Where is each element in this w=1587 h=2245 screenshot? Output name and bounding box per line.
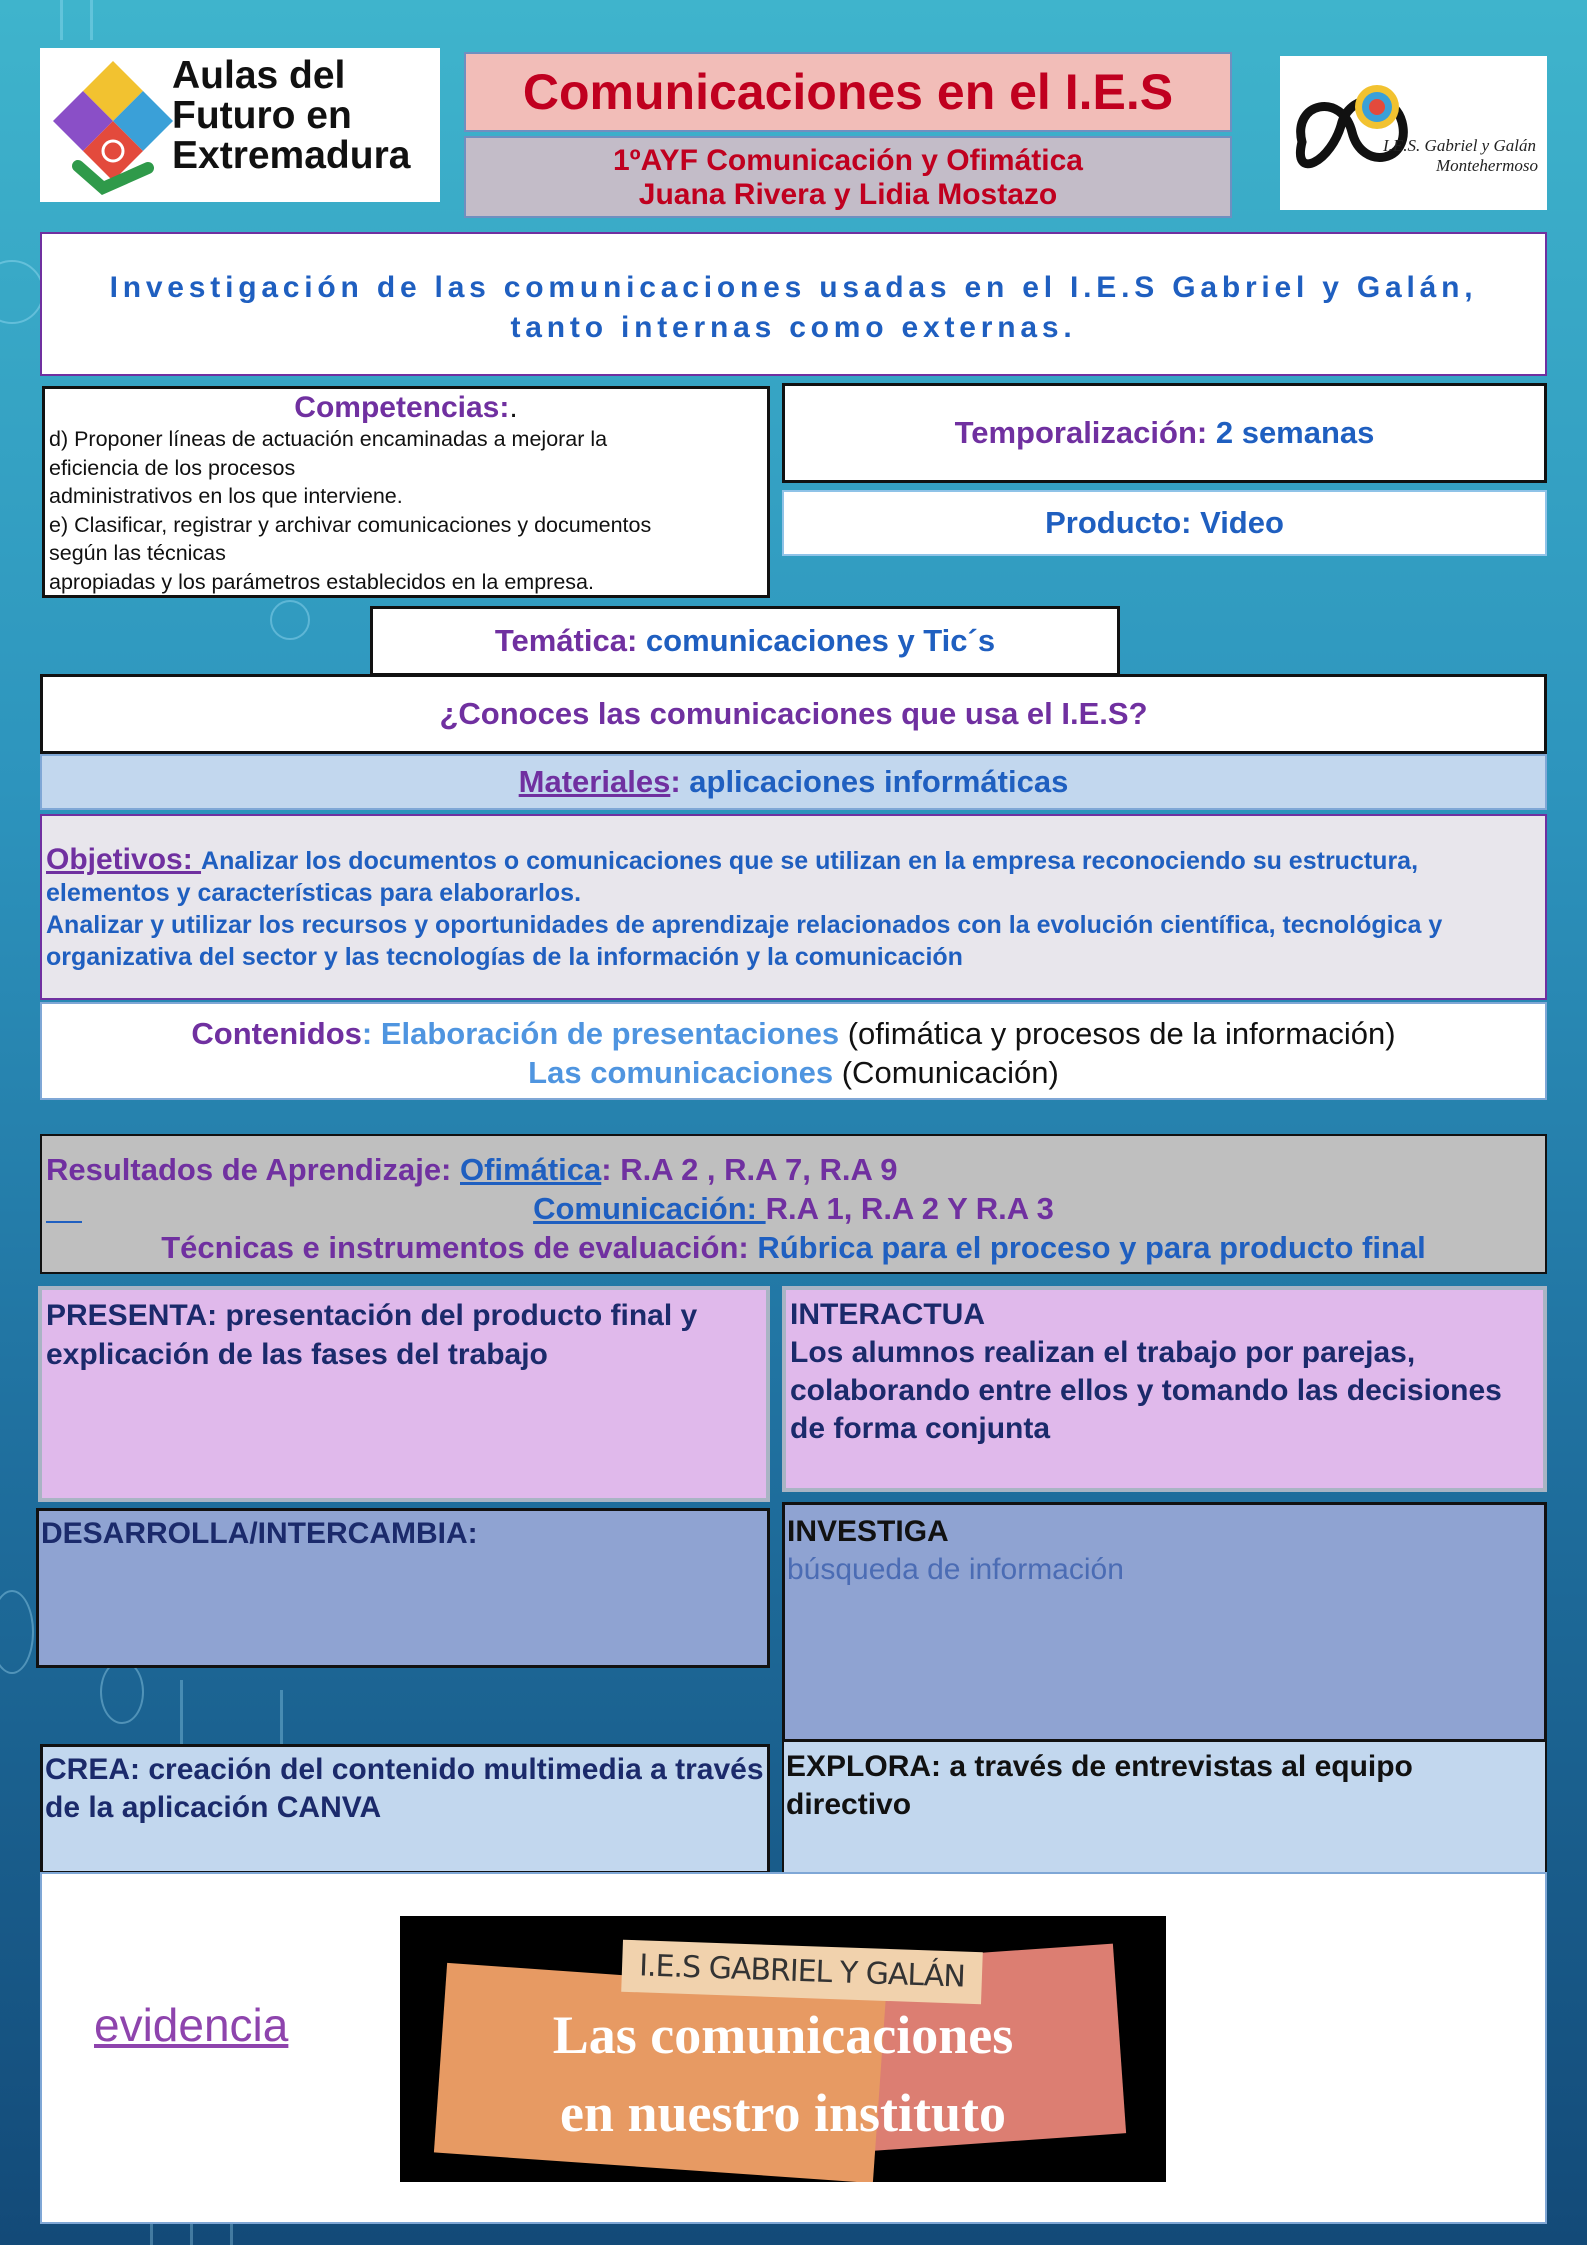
producto-label: Producto: bbox=[1045, 505, 1192, 540]
temporalizacion-box bbox=[782, 383, 1547, 483]
bg-circle bbox=[270, 600, 310, 640]
course-title: 1ºAYF Comunicación y Ofimática bbox=[613, 144, 1083, 177]
authors: Juana Rivera y Lidia Mostazo bbox=[638, 178, 1058, 211]
crea-text: creación del contenido multimedia a través de la aplicación CANVA bbox=[45, 1753, 764, 1824]
comunicacion-value: R.A 1, R.A 2 Y R.A 3 bbox=[765, 1191, 1054, 1226]
contenidos-item1-note: (ofimática y procesos de la información) bbox=[839, 1016, 1396, 1051]
competencias-title-suffix: . bbox=[509, 391, 518, 424]
investiga-label: INVESTIGA bbox=[787, 1515, 949, 1548]
interactua-label: INTERACTUA bbox=[790, 1298, 985, 1331]
competencia-line: d) Proponer líneas de actuación encaminadas a mejorar la bbox=[49, 427, 608, 451]
question-text: ¿Conoces las comunicaciones que usa el I.E.S? bbox=[439, 696, 1148, 731]
tematica-label: Temática: bbox=[494, 623, 638, 658]
competencia-line: e) Clasificar, registrar y archivar comunicaciones y documentos bbox=[49, 512, 652, 537]
objetivos-text1: Analizar los documentos o comunicaciones que se utilizan en la empresa reconociendo su estructura, elementos y características para elaborarlos. bbox=[46, 847, 1419, 907]
tematica-value: comunicaciones y Tic´s bbox=[645, 623, 996, 658]
ies-name: I.E.S. Gabriel y Galán bbox=[1383, 136, 1536, 155]
explora-label: EXPLORA: bbox=[786, 1750, 942, 1783]
bg-line bbox=[60, 0, 63, 40]
producto-value: Video bbox=[1200, 505, 1284, 540]
temporalizacion-label: Temporalización: bbox=[954, 415, 1208, 450]
tecnicas-value: Rúbrica para el proceso y para producto final bbox=[757, 1230, 1426, 1265]
question-box bbox=[40, 674, 1547, 754]
bg-circle bbox=[0, 260, 44, 324]
resultados-underline-mark bbox=[46, 1221, 82, 1223]
competencia-line: eficiencia de los procesos bbox=[49, 455, 296, 480]
comunicacion-label: Comunicación: bbox=[533, 1191, 766, 1226]
investiga-box bbox=[782, 1502, 1547, 1742]
ies-swirl-icon bbox=[1282, 62, 1422, 202]
desarrolla-box bbox=[36, 1508, 770, 1668]
resultados-line2 bbox=[42, 1189, 1545, 1228]
contenidos-line2 bbox=[42, 1053, 1545, 1092]
contenidos-item2-note: (Comunicación) bbox=[833, 1055, 1059, 1090]
resultados-line1 bbox=[42, 1150, 1545, 1189]
competencias-box bbox=[42, 386, 770, 598]
competencia-line: administrativos en los que interviene. bbox=[49, 484, 403, 508]
investiga-text: búsqueda de información bbox=[787, 1553, 1124, 1586]
presenta-label: PRESENTA: bbox=[46, 1299, 218, 1332]
ofimatica-value: : R.A 2 , R.A 7, R.A 9 bbox=[601, 1152, 898, 1187]
competencia-line: según las técnicas bbox=[49, 541, 226, 565]
ies-town: Montehermoso bbox=[1436, 156, 1538, 175]
thumb-line1: Las comunicaciones bbox=[552, 2005, 1014, 2065]
objetivos-box bbox=[40, 814, 1547, 1000]
interactua-box bbox=[782, 1286, 1547, 1492]
aulas-futuro-emblem-icon bbox=[48, 56, 178, 196]
interactua-text: Los alumnos realizan el trabajo por parejas, colaborando entre ellos y tomando las decisiones de forma conjunta bbox=[790, 1336, 1502, 1445]
resultados-line3 bbox=[42, 1228, 1545, 1267]
bg-line bbox=[180, 1680, 183, 1750]
objetivos-label: Objetivos: bbox=[46, 843, 202, 876]
competencia-line: apropiadas y los parámetros establecidos en la empresa. bbox=[49, 569, 594, 594]
materiales-sep: : bbox=[670, 764, 681, 799]
contenidos-item1: Elaboración de presentaciones bbox=[380, 1016, 840, 1051]
producto-box bbox=[782, 490, 1547, 556]
bg-circle bbox=[0, 1590, 34, 1674]
materiales-value: aplicaciones informáticas bbox=[689, 764, 1069, 799]
evidencia-link[interactable]: evidencia bbox=[94, 1999, 289, 2051]
materiales-box bbox=[40, 754, 1547, 810]
desarrolla-label: DESARROLLA/INTERCAMBIA: bbox=[41, 1517, 478, 1550]
contenidos-line1 bbox=[42, 1014, 1545, 1053]
bg-line bbox=[280, 1690, 283, 1750]
contenidos-label: Contenidos bbox=[191, 1016, 362, 1051]
logo-ies bbox=[1280, 56, 1547, 210]
materiales-label: Materiales bbox=[518, 764, 671, 799]
aulas-futuro-line2: Futuro en bbox=[172, 94, 352, 137]
presenta-text: presentación del producto final y explicación de las fases del trabajo bbox=[46, 1299, 698, 1371]
video-thumbnail[interactable] bbox=[400, 1916, 1166, 2182]
tecnicas-label: Técnicas e instrumentos de evaluación: bbox=[161, 1230, 758, 1265]
contenidos-item2: Las comunicaciones bbox=[528, 1055, 834, 1090]
resultados-box bbox=[40, 1134, 1547, 1274]
explora-box bbox=[782, 1740, 1547, 1874]
presenta-box bbox=[38, 1286, 770, 1502]
competencias-heading bbox=[49, 391, 763, 425]
aulas-futuro-line3: Extremadura bbox=[172, 134, 411, 177]
tematica-box bbox=[370, 606, 1120, 676]
aulas-futuro-line1: Aulas del bbox=[172, 54, 346, 97]
temporalizacion-value: 2 semanas bbox=[1215, 415, 1375, 450]
crea-label: CREA: bbox=[45, 1753, 140, 1786]
title-box bbox=[464, 52, 1232, 132]
intro-text: Investigación de las comunicaciones usadas en el I.E.S Gabriel y Galán, tanto internas como externas. bbox=[109, 271, 1478, 344]
logo-aulas-futuro bbox=[40, 48, 440, 202]
contenidos-box bbox=[40, 1002, 1547, 1100]
objetivos-para1 bbox=[46, 844, 1541, 909]
page-title: Comunicaciones en el I.E.S bbox=[522, 64, 1174, 120]
intro-box bbox=[40, 232, 1547, 376]
competencias-title: Competencias: bbox=[294, 391, 510, 424]
evidencia-box bbox=[40, 1872, 1547, 2224]
objetivos-text2: Analizar y utilizar los recursos y oportunidades de aprendizaje relacionados con la evolución científica, tecnológica y organizativa del sector y las tecnologías de la información y la comunicación bbox=[46, 911, 1443, 971]
ofimatica-label: Ofimática bbox=[460, 1152, 602, 1187]
contenidos-sep: : bbox=[361, 1016, 381, 1051]
bg-line bbox=[90, 0, 93, 40]
course-box bbox=[464, 136, 1232, 218]
thumb-line2: en nuestro instituto bbox=[559, 2083, 1007, 2143]
thumb-banner-text: I.E.S GABRIEL Y GALÁN bbox=[638, 1948, 966, 1995]
explora-text: a través de entrevistas al equipo directivo bbox=[786, 1750, 1413, 1821]
bg-circle bbox=[100, 1660, 144, 1724]
crea-box bbox=[40, 1744, 770, 1874]
resultados-label: Resultados de Aprendizaje: bbox=[46, 1152, 460, 1187]
